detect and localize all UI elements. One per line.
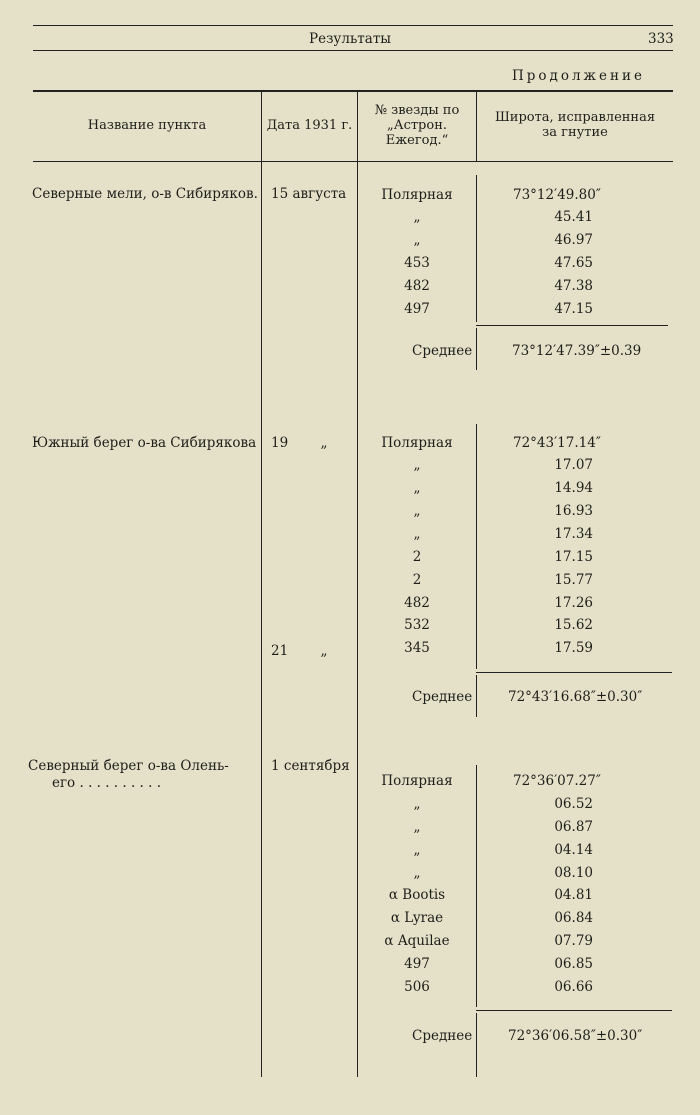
star-id: „ [413,865,421,881]
latitude-value: 17.07 [554,457,593,473]
star-id: 453 [404,255,430,271]
col-divider-3 [476,92,477,161]
latitude-value: 06.84 [554,910,593,926]
star-id: „ [413,209,421,225]
place-name: Южный берег о-ва Сибирякова [32,435,257,451]
latitude-value: 46.97 [554,232,593,248]
latitude-value: 47.65 [554,255,593,271]
latitude-value: 07.79 [554,933,593,949]
star-id: α Aquilae [384,933,450,949]
star-id: 2 [412,549,422,565]
page-number: 333 [648,31,674,47]
place-name-line-1: Северный берег о-ва Олень- [28,758,229,774]
mean-rule [476,672,672,673]
mean-label: Среднее [412,343,473,359]
col-header-place: Название пункта [87,118,207,133]
col-header-lat-2: за гнутие [542,125,608,140]
latitude-value: 47.15 [554,301,593,317]
place-name-line-2: его . . . . . . . . . . [52,775,162,791]
mean-label: Среднее [412,689,473,705]
star-id: 2 [412,572,422,588]
col-header-lat-1: Широта, исправленная [494,110,656,125]
col-header-date: Дата 1931 г. [266,118,353,133]
latitude-value: 06.87 [554,819,593,835]
latitude-value: 14.94 [554,480,593,496]
latitude-value: 06.52 [554,796,593,812]
mean-label: Среднее [412,1028,473,1044]
star-id: „ [413,526,421,542]
col-divider-3e [476,675,477,717]
col-header-star-1: № звезды по [374,103,460,118]
mean-rule [476,325,668,326]
latitude-value: 72°36′07.27″ [513,773,601,789]
star-id: α Lyrae [390,910,444,926]
star-id: „ [413,796,421,812]
top-rule [33,25,673,26]
col-divider-3c [476,328,477,370]
latitude-value: 15.77 [554,572,593,588]
star-id: 532 [404,617,430,633]
star-id: 345 [404,640,430,656]
latitude-value: 04.81 [554,887,593,903]
continuation-label: Продолжение [512,68,645,84]
mean-latitude: 72°36′06.58″±0.30″ [508,1028,643,1044]
col-header-star-2: „Астрон. [387,118,447,133]
star-id: „ [413,819,421,835]
star-id: „ [413,457,421,473]
mean-latitude: 73°12′47.39″±0.39 [512,343,642,359]
latitude-value: 16.93 [554,503,593,519]
star-id: 497 [404,301,430,317]
star-id: 497 [404,956,430,972]
latitude-value: 17.26 [554,595,593,611]
star-id: 482 [404,278,430,294]
star-id: Полярная [381,187,453,203]
observation-date: 19 „ [271,435,328,451]
col-divider-3g [476,1013,477,1077]
star-id: „ [413,503,421,519]
latitude-value: 06.85 [554,956,593,972]
latitude-value: 45.41 [554,209,593,225]
latitude-value: 08.10 [554,865,593,881]
latitude-value: 06.66 [554,979,593,995]
latitude-value: 17.15 [554,549,593,565]
star-id: Полярная [381,435,453,451]
col-header-star-3: Ежегод.“ [385,133,449,148]
star-id: „ [413,842,421,858]
mean-latitude: 72°43′16.68″±0.30″ [508,689,643,705]
latitude-value: 04.14 [554,842,593,858]
latitude-value: 72°43′17.14″ [513,435,601,451]
observation-date: 1 сентября [271,758,350,774]
star-id: 506 [404,979,430,995]
header-rule [33,50,673,51]
star-id: α Bootis [388,887,446,903]
latitude-value: 73°12′49.80″ [513,187,601,203]
table-header-rule [33,161,673,162]
latitude-value: 17.34 [554,526,593,542]
table-top-rule [33,90,673,92]
star-id: 482 [404,595,430,611]
star-id: „ [413,480,421,496]
latitude-value: 17.59 [554,640,593,656]
running-title: Результаты [309,31,392,47]
star-id: Полярная [381,773,453,789]
latitude-value: 47.38 [554,278,593,294]
mean-rule [476,1010,672,1011]
star-id: „ [413,232,421,248]
latitude-value: 15.62 [554,617,593,633]
observation-date: 15 августа [271,186,347,202]
observation-date-2: 21 „ [271,643,328,659]
col-divider-1 [261,92,262,1077]
place-name: Северные мели, о-в Сибиряков. [32,186,258,202]
